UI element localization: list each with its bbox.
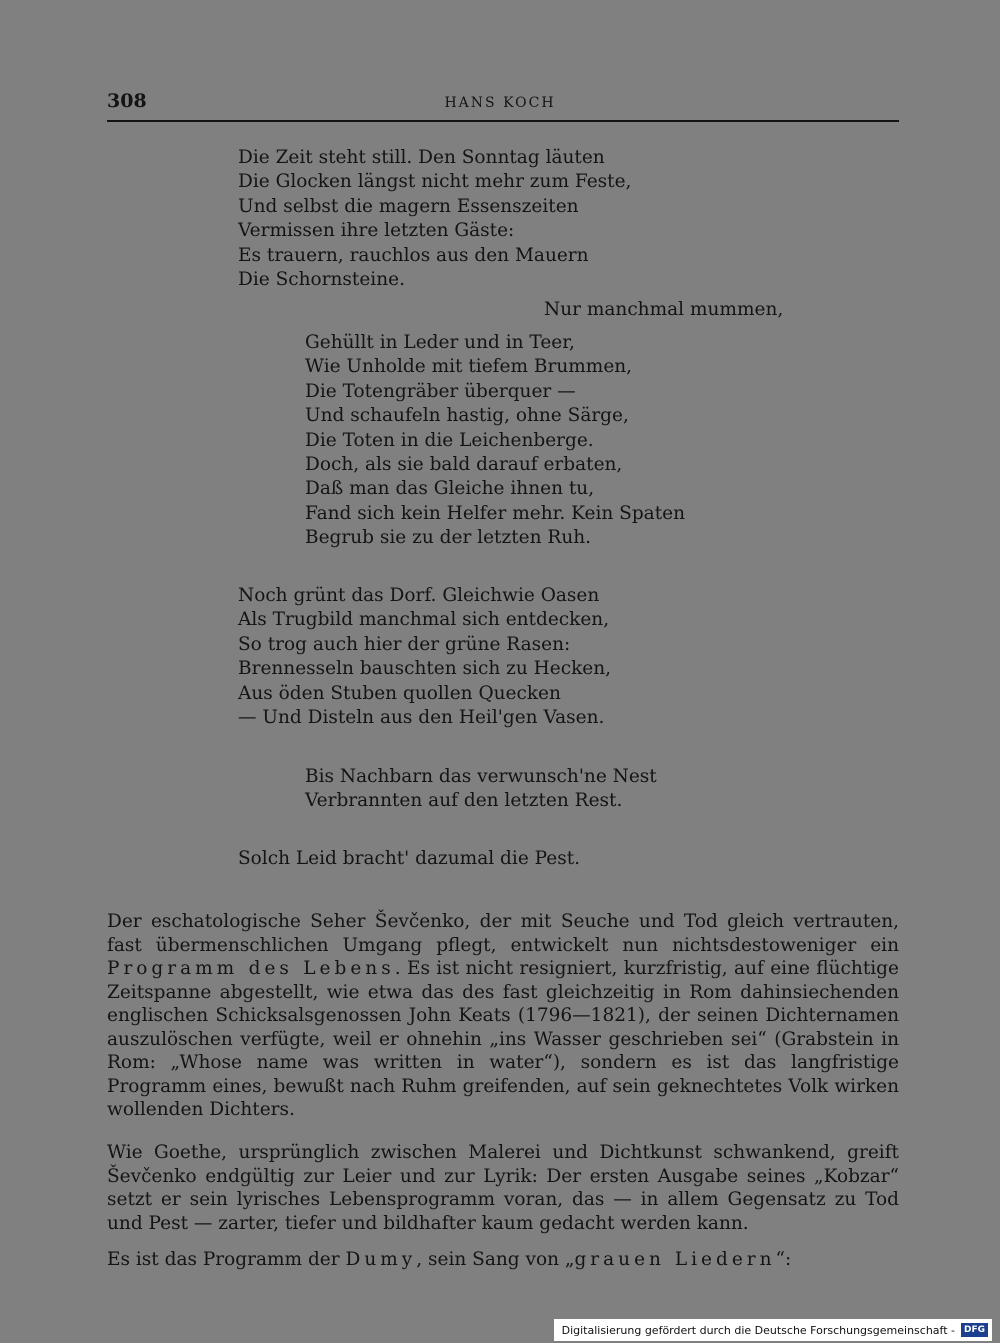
verse-line: Brennesseln bauschten sich zu Hecken, [238,658,612,680]
verse-line: Gehüllt in Leder und in Teer, [305,332,575,353]
verse-line: Und selbst die magern Essenszeiten [238,195,579,217]
header-rule [107,120,899,122]
verse-line: Bis Nachbarn das verwunsch'ne Nest [305,766,657,787]
verse-line: Noch grünt das Dorf. Gleichwie Oasen [238,585,600,606]
verse-line: So trog auch hier der grüne Rasen: [238,633,571,655]
digitization-footer [554,1319,992,1341]
dfg-logo: DFG [961,1323,988,1337]
verse-line: Die Schornsteine. [238,269,405,291]
verse-line: — Und Disteln aus den Heil'gen Vasen. [238,707,605,729]
verse-line: Daß man das Gleiche ihnen tu, [305,478,595,500]
page-number: 308 [107,90,147,112]
verse-line: Die Glocken längst nicht mehr zum Feste, [238,171,632,193]
spaced-emphasis: Dumy [345,1249,417,1270]
poem-stanza-2 [305,331,685,551]
prose-paragraph-3 [107,1248,899,1272]
poem-stanza-3 [238,584,611,730]
poem-closing-line: Solch Leid bracht' dazumal die Pest. [238,848,581,869]
footer-text: Digitalisierung gefördert durch die Deutsche Forschungsgemeinschaft - [561,1323,955,1337]
verse-line: Die Totengräber überquer — [305,380,576,402]
prose-text: Der eschatologische Seher Ševčenko, der mit Seuche und Tod gleich vertrauten, fast übermenschlichen Umgang pflegt, entwickelt nun nichtsdestoweniger ein [107,911,899,956]
spaced-emphasis: Programm des Lebens [107,958,395,979]
prose-text: , sein Sang von „ [416,1249,575,1270]
prose-paragraph-1 [107,910,899,1122]
prose-text: Es ist das Programm der [107,1249,346,1270]
verse-line: Als Trugbild manchmal sich entdecken, [238,609,610,631]
verse-line: Die Zeit steht still. Den Sonntag läuten [238,147,605,168]
prose-paragraph-2 [107,1141,899,1235]
verse-line: Die Toten in die Leichenberge. [305,429,594,451]
poem-stanza-1 [238,146,631,292]
prose-text: Wie Goethe, ursprünglich zwischen Malerei und Dichtkunst schwankend, greift Ševčenko endgültig zur Leier und zur Lyrik: Der ersten Ausgabe seines „Kobzar“ setzt er sein lyrisches Lebensprogramm voran, das — in allem Gegensatz zu Tod und Pest — zarter, tiefer und bildhafter kaum gedacht werden kann. [107,1142,899,1234]
prose-text: . Es ist nicht resigniert, kurzfristig, auf eine flüchtige Zeitspanne abgestellt, wie etwa das des fast gleichzeitig in Rom dahinsiechenden englischen Schicksalsgenossen John Keats (1796—1821), der seinen Dichternamen auszulöschen verfügte, weil er ohnehin „ins Wasser geschrieben sei“ (Grabstein in Rom: „Whose name was written in water“), sondern es ist das langfristige Programm eines, bewußt nach Ruhm greifenden, auf sein geknechtetes Volk wirken wollenden Dichters. [107,958,899,1120]
verse-line: Es trauern, rauchlos aus den Mauern [238,244,589,266]
verse-line: Aus öden Stuben quollen Quecken [238,682,561,704]
verse-line: Verbrannten auf den letzten Rest. [305,790,623,812]
verse-line: Fand sich kein Helfer mehr. Kein Spaten [305,502,686,524]
poem-stanza-4 [305,765,657,814]
verse-line: Und schaufeln hastig, ohne Särge, [305,405,629,427]
verse-line: Vermissen ihre letzten Gäste: [238,220,515,242]
verse-line: Doch, als sie bald darauf erbaten, [305,454,623,476]
verse-line: Wie Unholde mit tiefem Brummen, [305,356,633,378]
poem-stanza-1-continuation: Nur manchmal mummen, [544,299,784,320]
prose-text: “: [775,1249,792,1270]
spaced-emphasis: grauen Liedern [574,1249,776,1270]
running-head: HANS KOCH [444,95,556,111]
verse-line: Begrub sie zu der letzten Ruh. [305,527,592,549]
